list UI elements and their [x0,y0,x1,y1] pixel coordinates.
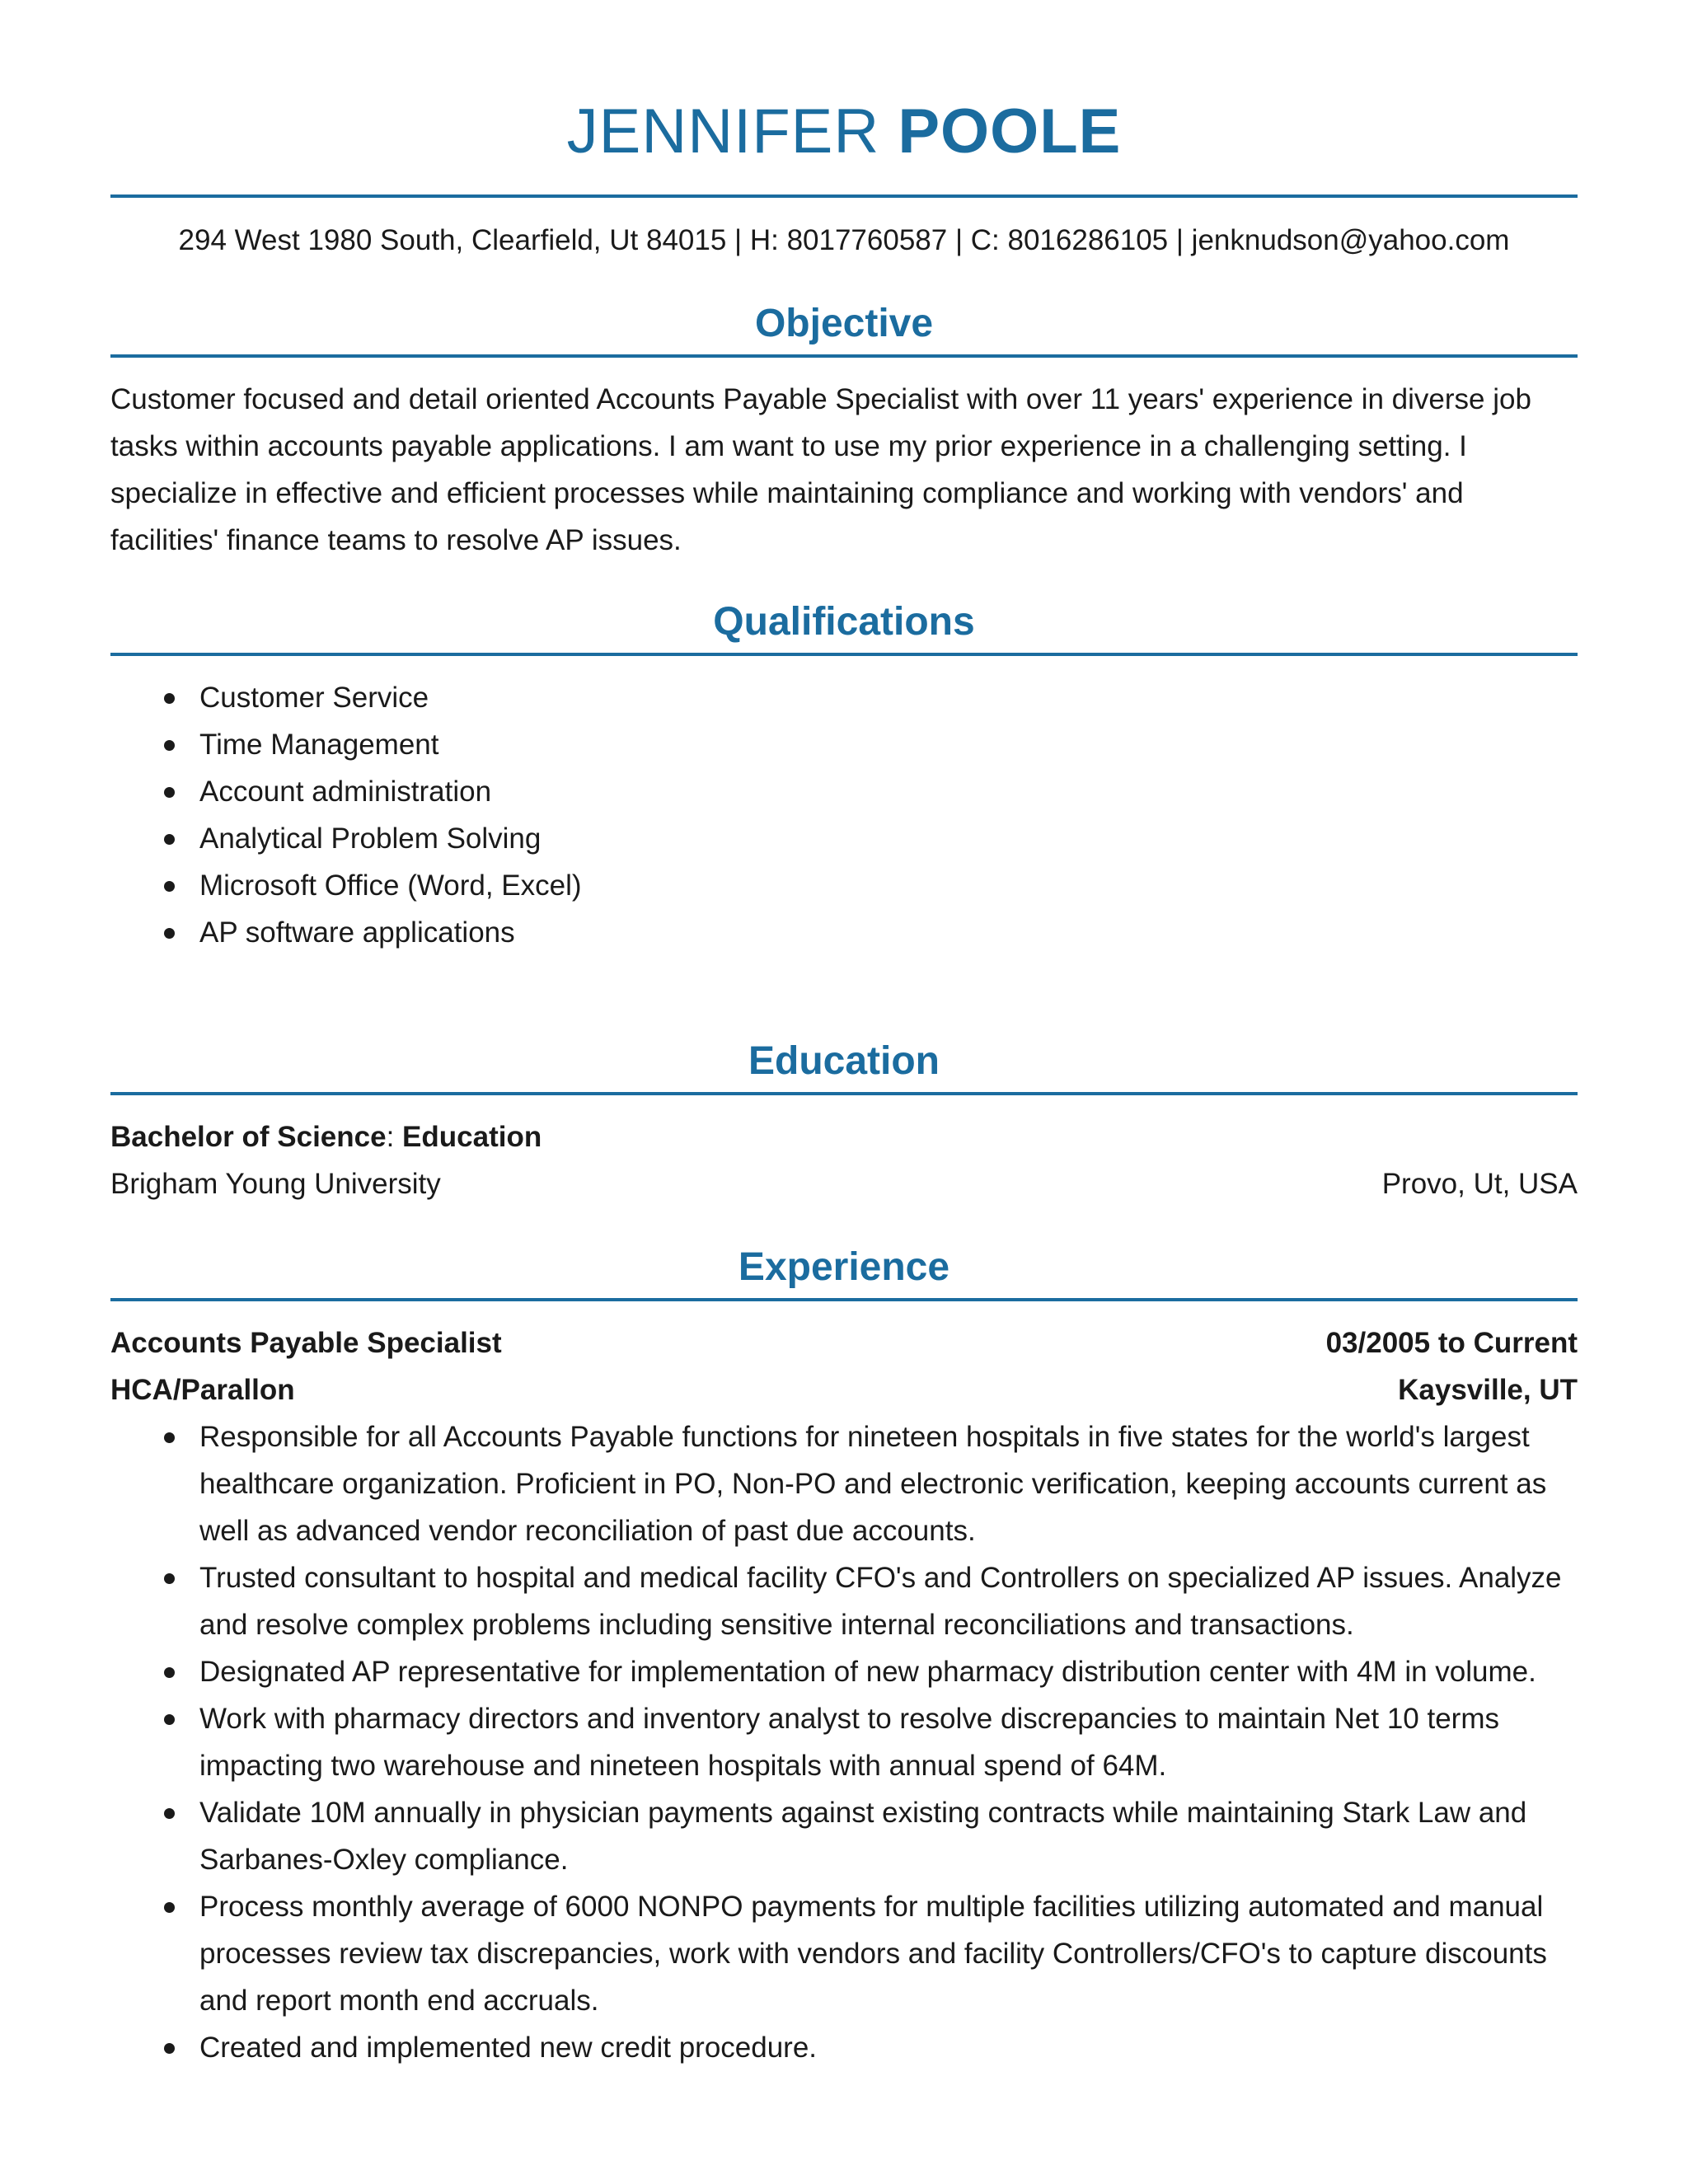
school-name: Brigham Young University [110,1168,441,1200]
list-item: Account administration [110,768,1578,815]
contact-line: 294 West 1980 South, Clearfield, Ut 84015 | H: 8017760587 | C: 8016286105 | jenknudson@yahoo.com [178,224,1510,256]
qualifications-divider [110,653,1578,656]
first-name: JENNIFER [566,96,880,166]
list-item: AP software applications [110,909,1578,956]
list-item: Created and implemented new credit procedure. [110,2024,1578,2071]
qualifications-title: Qualifications [713,600,975,644]
job-bullets [110,1413,1578,2071]
list-item: Work with pharmacy directors and inventory analyst to resolve discrepancies to maintain Net 10 terms impacting two warehouse and nineteen hospitals with annual spend of 64M. [110,1695,1578,1789]
job-position: Accounts Payable Specialist [110,1327,502,1359]
last-name: POOLE [898,96,1122,166]
qualifications-list [110,674,1578,956]
objective-divider [110,354,1578,358]
list-item: Customer Service [110,674,1578,721]
education-degree-row [110,1113,1578,1160]
list-item: Analytical Problem Solving [110,815,1578,862]
list-item: Microsoft Office (Word, Excel) [110,862,1578,909]
list-item: Designated AP representative for implementation of new pharmacy distribution center with 4M in volume. [110,1648,1578,1695]
degree-field: Education [402,1121,542,1153]
list-item: Validate 10M annually in physician payments against existing contracts while maintaining Stark Law and Sarbanes-Oxley compliance. [110,1789,1578,1883]
education-divider [110,1092,1578,1095]
degree-separator: : [386,1121,395,1153]
objective-text: Customer focused and detail oriented Accounts Payable Specialist with over 11 years' experience in diverse job tasks within accounts payable applications. I am want to use my prior experience in a challenging setting. I specialize in effective and efficient processes while maintaining compliance and working with vendors' and facilities' finance teams to resolve AP issues. [110,383,1531,556]
degree: Bachelor of Science [110,1121,387,1153]
resume-name [110,0,1578,175]
header-divider [110,194,1578,198]
education-degree-line [110,1113,542,1160]
education-title: Education [748,1039,940,1083]
job-company-row [110,1366,1578,1413]
job-title-row [110,1319,1578,1366]
list-item: Trusted consultant to hospital and medical facility CFO's and Controllers on specialized AP issues. Analyze and resolve complex problems including sensitive internal reconciliations and transactions. [110,1554,1578,1648]
job-company: HCA/Parallon [110,1374,295,1406]
school-location: Provo, Ut, USA [1381,1168,1578,1200]
objective-title: Objective [754,302,934,345]
list-item: Responsible for all Accounts Payable functions for nineteen hospitals in five states for the world's largest healthcare organization. Proficient in PO, Non-PO and electronic verification, keeping accounts current as well as advanced vendor reconciliation of past due accounts. [110,1413,1578,1554]
experience-title: Experience [738,1245,950,1289]
job-location: Kaysville, UT [1398,1374,1578,1406]
experience-divider [110,1298,1578,1301]
education-school-row [110,1160,1578,1207]
job-dates: 03/2005 to Current [1325,1327,1578,1359]
list-item: Process monthly average of 6000 NONPO payments for multiple facilities utilizing automated and manual processes review tax discrepancies, work with vendors and facility Controllers/CFO's to capture discounts and report month end accruals. [110,1883,1578,2024]
list-item: Time Management [110,721,1578,768]
